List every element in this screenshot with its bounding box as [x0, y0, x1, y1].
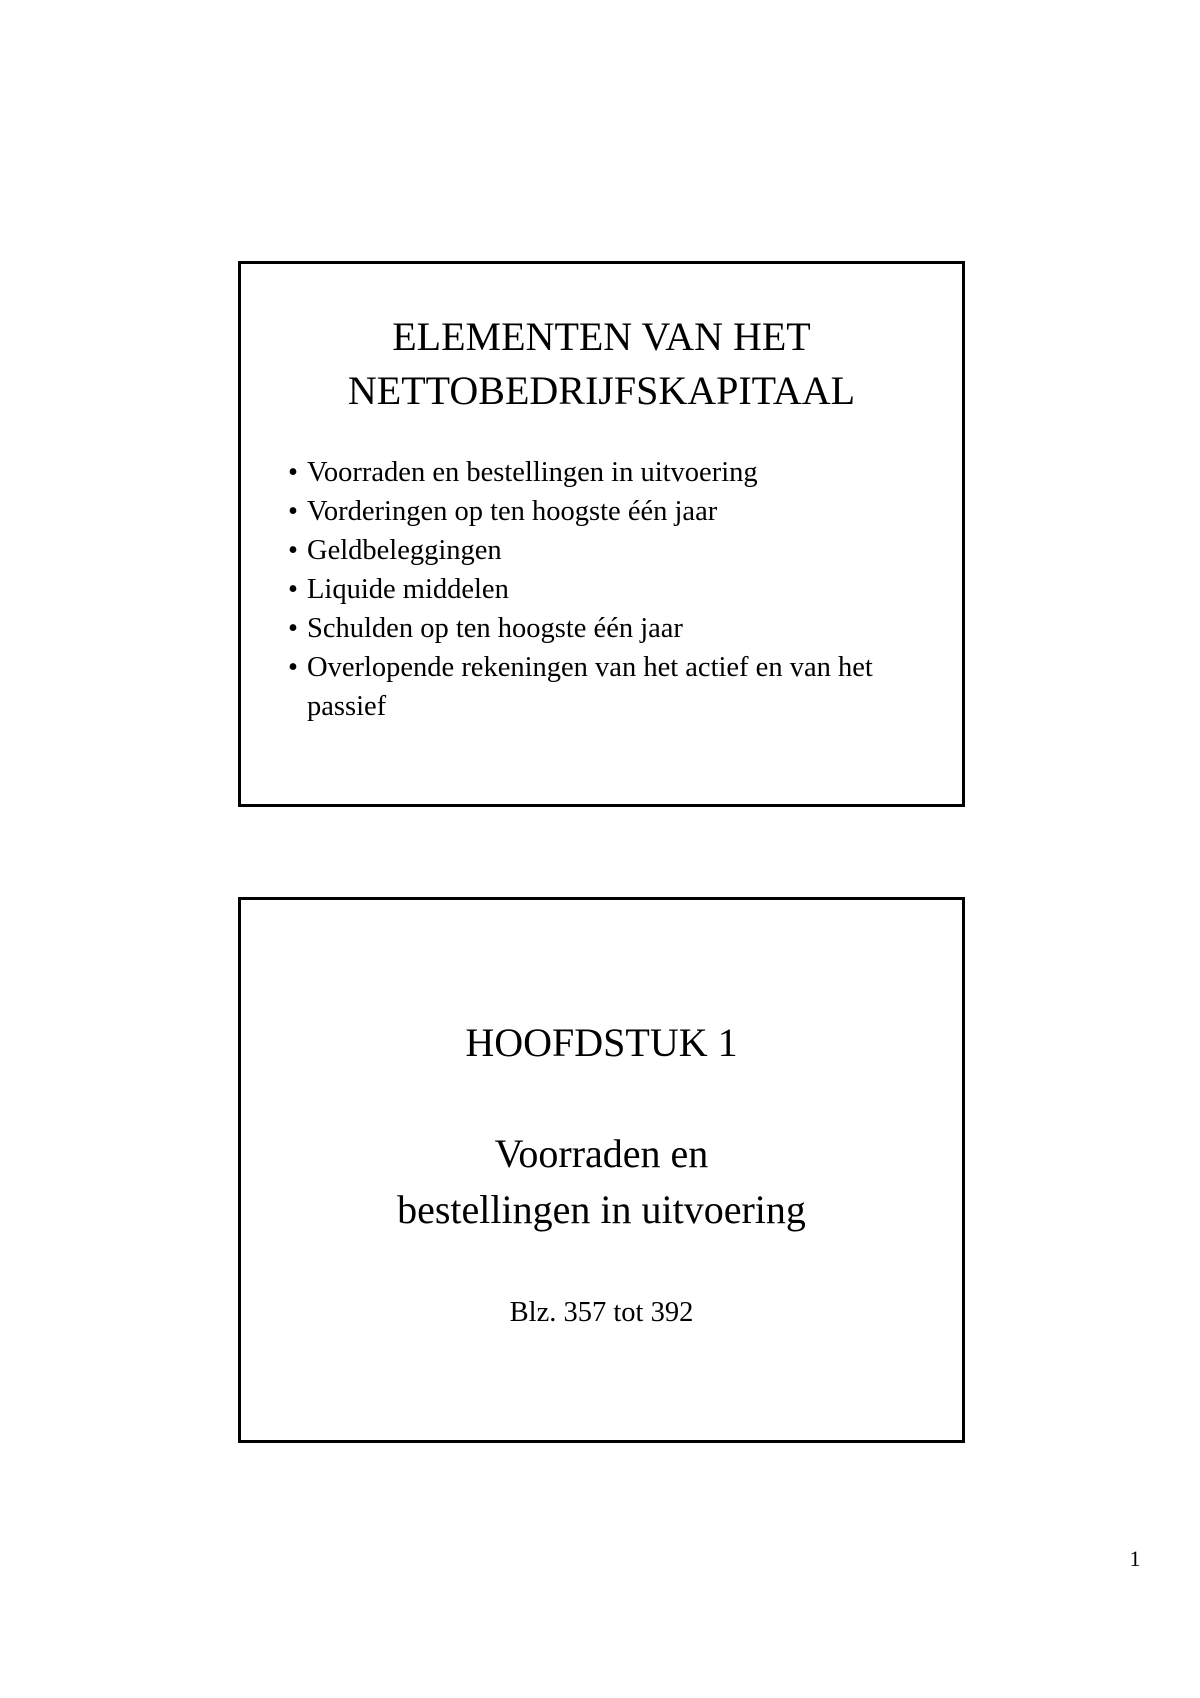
bullet-icon: • [288, 457, 298, 488]
chapter-heading: HOOFDSTUK 1 [465, 1020, 738, 1065]
bullet-item [288, 570, 928, 609]
bullet-item [288, 531, 928, 570]
bullet-icon: • [288, 496, 298, 527]
bullet-text: Liquide middelen [307, 574, 509, 605]
bullet-item [288, 648, 928, 726]
slide-title [241, 310, 962, 418]
bullet-icon: • [288, 613, 298, 644]
bullet-icon: • [288, 535, 298, 566]
bullet-item [288, 609, 928, 648]
slide-hoofdstuk-1 [238, 897, 965, 1443]
slide-title-line-2: NETTOBEDRIJFSKAPITAAL [347, 368, 856, 413]
chapter-subtitle-line-2: bestellingen in uitvoering [397, 1187, 806, 1232]
bullet-text: Vorderingen op ten hoogste één jaar [307, 496, 718, 527]
bullet-item [288, 453, 928, 492]
bullet-text: Overlopende rekeningen van het actief en van het passief [307, 652, 873, 722]
chapter-subtitle [241, 1126, 962, 1238]
page-range-reference: Blz. 357 tot 392 [509, 1297, 694, 1328]
bullet-text: Schulden op ten hoogste één jaar [307, 613, 683, 644]
page-number: 1 [1129, 1546, 1141, 1571]
bullet-icon: • [288, 574, 298, 605]
bullet-text: Voorraden en bestellingen in uitvoering [307, 457, 758, 488]
slide-nettobedrijfskapitaal [238, 261, 965, 807]
elements-bullet-list [288, 453, 928, 726]
chapter-subtitle-line-1: Voorraden en [494, 1131, 709, 1176]
bullet-item [288, 492, 928, 531]
slide-title-line-1: ELEMENTEN VAN HET [392, 314, 811, 359]
bullet-text: Geldbeleggingen [307, 535, 502, 566]
bullet-icon: • [288, 652, 298, 683]
